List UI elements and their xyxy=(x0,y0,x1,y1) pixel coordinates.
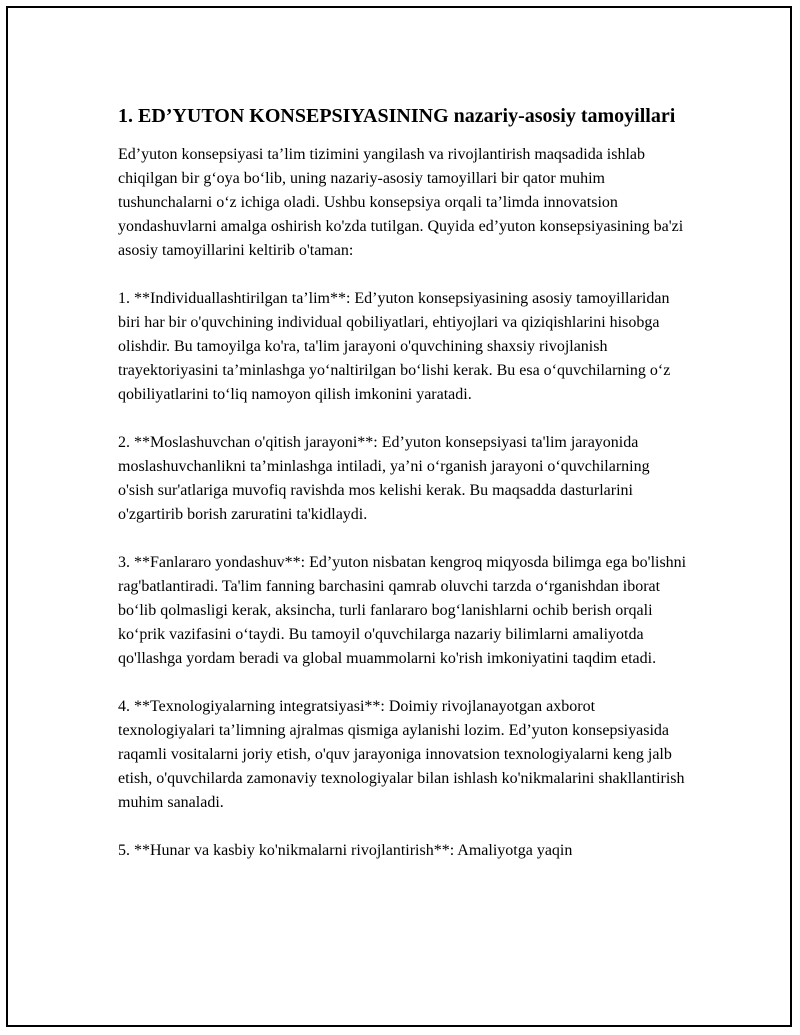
paragraph-1-individualized-learning: 1. **Individuallashtirilgan ta’lim**: Ed’yuton konsepsiyasining asosiy tamoyillaridan biri har bir o'quvchining individual qobiliyatlari, ehtiyojlari va qiziqishlarini hisobga olishdir. Bu tamoyilga ko'ra, ta'lim jarayoni o'quvchining shaxsiy rivojlanish trayektoriyasini ta’minlashga yo‘naltirilgan bo‘lishi kerak. Bu esa o‘quvchilarning o‘z qobiliyatlarini to‘liq namoyon qilish imkonini yaratadi. xyxy=(118,290,671,403)
paragraph-5-vocational-skills: 5. **Hunar va kasbiy ko'nikmalarni rivojlantirish**: Amaliyotga yaqin xyxy=(118,842,573,859)
page-frame xyxy=(6,6,792,1027)
document-title: 1. ED’YUTON KONSEPSIYASINING nazariy-asosiy tamoyillari xyxy=(118,105,676,127)
paragraph-2-flexible-teaching: 2. **Moslashuvchan o'qitish jarayoni**: Ed’yuton konsepsiyasi ta'lim jarayonida moslashuvchanlikni ta’minlashga intiladi, ya’ni o‘rganish jarayoni o‘quvchilarning o'sish sur'atlariga muvofiq ravishda mos kelishi kerak. Bu maqsadda dasturlarini o'zgartirib borish zaruratini ta'kidlaydi. xyxy=(118,434,650,523)
paragraph-intro: Ed’yuton konsepsiyasi ta’lim tizimini yangilash va rivojlantirish maqsadida ishlab chiqilgan bir g‘oya bo‘lib, uning nazariy-asosiy tamoyillari bir qator muhim tushunchalarni o‘z ichiga oladi. Ushbu konsepsiya orqali ta’limda innovatsion yondashuvlarni amalga oshirish ko'zda tutilgan. Quyida ed’yuton konsepsiyasining ba'zi asosiy tamoyillarini keltirib o'taman: xyxy=(118,146,684,259)
paragraph-4-technology-integration: 4. **Texnologiyalarning integratsiyasi**: Doimiy rivojlanayotgan axborot texnologiyalari ta’limning ajralmas qismiga aylanishi lozim. Ed’yuton konsepsiyasida raqamli vositalarni joriy etish, o'quv jarayoniga innovatsion texnologiyalarni keng jalb etish, o'quvchilarda zamonaviy texnologiyalar bilan ishlash ko'nikmalarini shakllantirish muhim sanaladi. xyxy=(118,698,685,811)
document-body xyxy=(118,102,688,863)
paragraph-3-interdisciplinary: 3. **Fanlararo yondashuv**: Ed’yuton nisbatan kengroq miqyosda bilimga ega bo'lishni rag'batlantiradi. Ta'lim fanning barchasini qamrab oluvchi tarzda o‘rganishdan iborat bo‘lib qolmasligi kerak, aksincha, turli fanlararo bog‘lanishlarni ochib berish orqali ko‘prik vazifasini o‘taydi. Bu tamoyil o'quvchilarga nazariy bilimlarni amaliyotda qo'llashga yordam beradi va global muammolarni ko'rish imkoniyatini taqdim etadi. xyxy=(118,554,687,667)
